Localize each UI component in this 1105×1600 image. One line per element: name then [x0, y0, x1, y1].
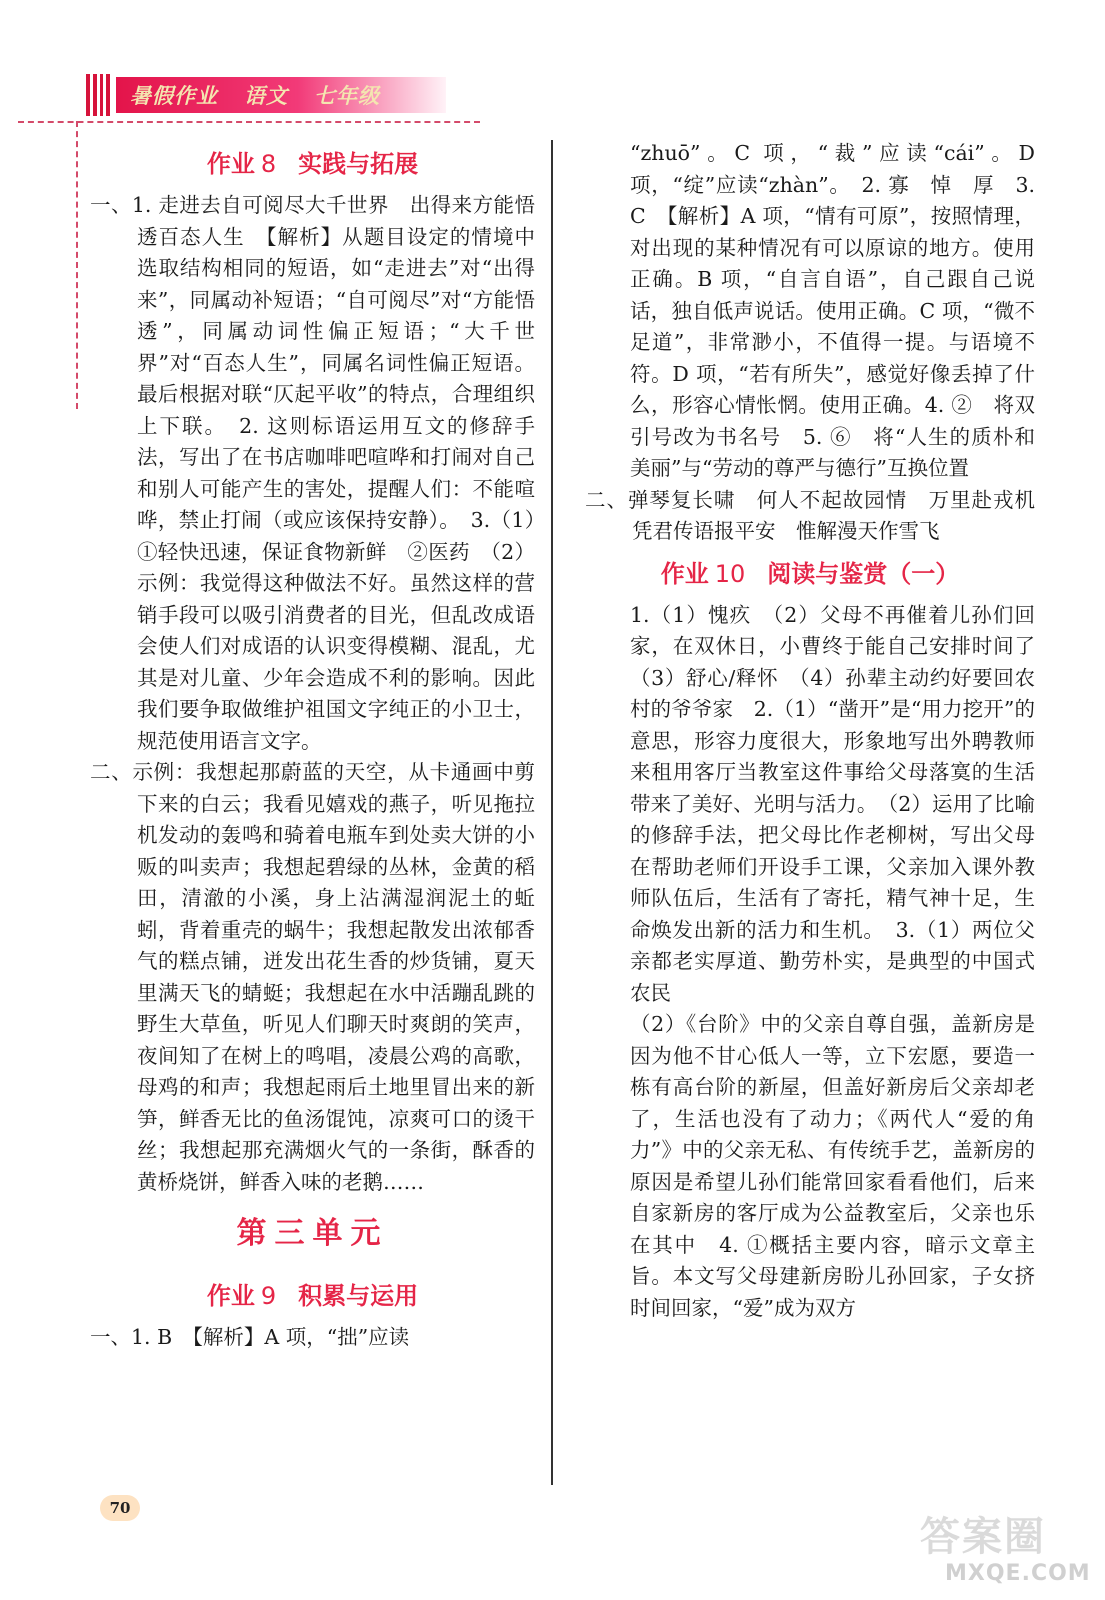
header-band [116, 77, 446, 113]
header-dashed-rule [18, 121, 480, 123]
homework-9-part-1-continued: “zhuō”。C 项，“裁”应读“cái”。D 项，“绽”应读“zhàn”。 2. 寡 悼 厚 3. C 【解析】A 项，“情有可原”，按照情理，对出现的某种情况有可以原谅的地方。使用正确。B 项，“自言自语”，自己跟自己说话，独自低声说话。使用正确。C 项，“微不足道”，非常渺小，不值得一提。与语境不符。D 项，“若有所失”，感觉好像丢掉了什么，形容心情怅惘。使用正确。4. ② 将双引号改为书名号 5. ⑥ 将“人生的质朴和美丽”与“劳动的尊严与德行”互换位置 [630, 141, 1035, 480]
homework-10-number: 10 [714, 559, 746, 588]
homework-9-part-2: 二、弹琴复长啸 何人不起故园情 万里赴戎机 凭君传语报平安 惟解漫天作雪飞 [585, 487, 1056, 543]
homework-10-label: 作业 [660, 559, 709, 588]
header-book-title: 暑假作业 [130, 83, 218, 108]
homework-9-part-1-start: 一、1. B 【解析】A 项，“拙”应读 [90, 1325, 410, 1349]
homework-8-title [90, 138, 535, 190]
homework-8-part-2: 二、示例：我想起那蔚蓝的天空，从卡通画中剪下来的白云；我看见嬉戏的燕子，听见拖拉机发动的轰鸣和骑着电瓶车到处卖大饼的小贩的叫卖声；我想起碧绿的丛林，金黄的稻田，清澈的小溪，身上沾满湿润泥土的蚯蚓，背着重壳的蜗牛；我想起散发出浓郁香气的糕点铺，迸发出花生香的炒货铺，夏天里满天飞的蜻蜓；我想起在水中活蹦乱跳的野生大草鱼，听见人们聊天时爽朗的笑声，夜间知了在树上的鸣唱，凌晨公鸡的高歌，母鸡的和声；我想起雨后土地里冒出来的新笋，鲜香无比的鱼汤馄饨，凉爽可口的烫干丝；我想起那充满烟火气的一条街，酥香的黄桥烧饼，鲜香入味的老鹅…… [90, 760, 535, 1194]
homework-8-label: 作业 [206, 150, 255, 178]
column-divider [551, 140, 553, 1485]
watermark-url: MXQE.COM [945, 1561, 1091, 1586]
homework-9-label: 作业 [206, 1282, 255, 1310]
homework-8-name: 实践与拓展 [298, 150, 419, 178]
homework-10-name: 阅读与鉴赏（一） [767, 559, 960, 588]
unit-3-title: 第三单元 [236, 1216, 389, 1251]
homework-8-number: 8 [260, 150, 277, 178]
margin-dashed-rule [76, 121, 78, 409]
header-stripes-decoration [86, 74, 110, 116]
watermark-logo [905, 1505, 1095, 1595]
homework-10-answers-continued: （2）《台阶》中的父亲自尊自强，盖新房是因为他不甘心低人一等，立下宏愿，要造一栋有高台阶的新屋，但盖好新房后父亲却老了，生活也没有了动力；《两代人“爱的角力”》中的父亲无私、有传统手艺，盖新房的原因是希望儿孙们能常回家看看他们，后来自家新房的客厅成为公益教室后，父亲也乐在其中 4. ①概括主要内容，暗示文章主旨。本文写父母建新房盼儿孙回家，子女挤时间回家，“爱”成为双方 [630, 1012, 1035, 1320]
homework-9-title [90, 1270, 535, 1322]
header-subject: 语文 [244, 83, 288, 108]
right-column [585, 138, 1056, 1324]
watermark-text: 答案圈 [920, 1514, 1046, 1560]
homework-10-title [585, 548, 1035, 600]
homework-10-answers: 1.（1）愧疚 （2）父母不再催着儿孙们回家，在双休日，小曹终于能自己安排时间了 （3）舒心/释怀 （4）孙辈主动约好要回农村的爷爷家 2.（1）“凿开”是“用力挖开”的意思，形容力度很大，形象地写出外聘教师来租用客厅当教室这件事给父母落寞的生活带来了美好、光明与活力。 （2）运用了比喻的修辞手法，把父母比作老柳树，写出父母在帮助老师们开设手工课，父亲加入课外教师队伍后，生活有了寄托，精气神十足，生命焕发出新的活力和生机。 3.（1）两位父亲都老实厚道、勤劳朴实，是典型的中国式农民 [630, 602, 1056, 1005]
header-grade: 七年级 [314, 83, 380, 108]
page-header [86, 74, 466, 116]
homework-9-number: 9 [260, 1282, 277, 1310]
homework-9-name: 积累与运用 [298, 1282, 419, 1310]
homework-8-part-1: 一、1. 走进去自可阅尽大千世界 出得来方能悟透百态人生 【解析】从题目设定的情境中选取结构相同的短语，如“走进去”对“出得来”，同属动补短语；“自可阅尽”对“方能悟透”，同属动词性偏正短语；“大千世界”对“百态人生”，同属名词性偏正短语。最后根据对联“仄起平收”的特点，合理组织上下联。 2. 这则标语运用互文的修辞手法，写出了在书店咖啡吧喧哗和打闹对自己和别人可能产生的害处，提醒人们：不能喧哗，禁止打闹（或应该保持安静）。 3.（1）①轻快迅速，保证食物新鲜 ②医药 （2）示例：我觉得这种做法不好。虽然这样的营销手段可以吸引消费者的目光，但乱改成语会使人们对成语的认识变得模糊、混乱，尤其是对儿童、少年会造成不利的影响。因此我们要争取做维护祖国文字纯正的小卫士，规范使用语言文字。 [90, 193, 535, 753]
left-column [90, 138, 535, 1354]
page-number: 70 [100, 1495, 140, 1521]
